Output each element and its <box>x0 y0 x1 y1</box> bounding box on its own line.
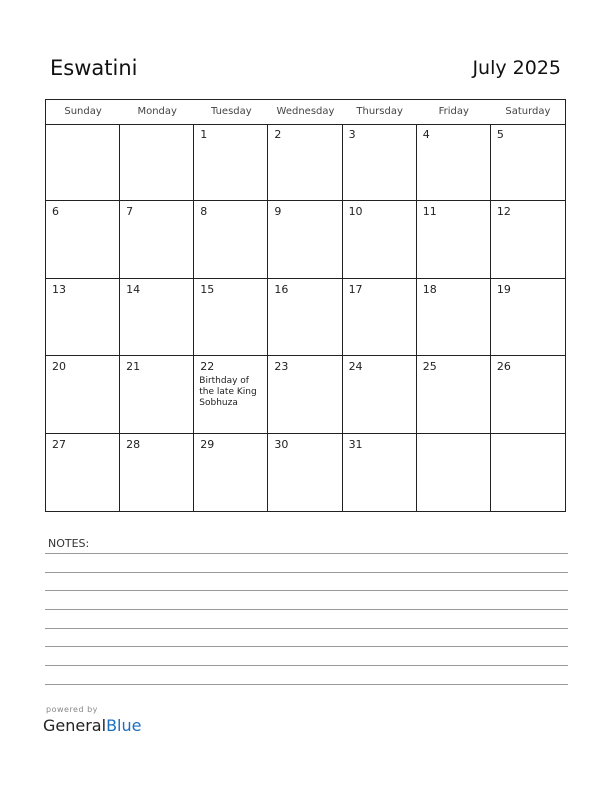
day-cell <box>491 356 565 433</box>
day-cell <box>491 201 565 278</box>
day-cell <box>343 279 417 356</box>
day-number: 3 <box>348 128 356 141</box>
day-number: 18 <box>422 282 437 296</box>
day-number: 5 <box>496 128 504 141</box>
day-cell <box>491 124 565 201</box>
day-number: 31 <box>348 437 363 451</box>
day-cell <box>120 356 194 433</box>
day-number: 17 <box>348 282 363 296</box>
note-line <box>45 572 568 573</box>
day-cell <box>120 279 194 356</box>
day-number: 13 <box>52 282 66 296</box>
weekday-monday: Monday <box>137 106 177 117</box>
day-cell <box>120 201 194 278</box>
day-cell <box>120 434 194 511</box>
day-number: 8 <box>200 205 208 219</box>
note-line <box>45 646 568 647</box>
holiday-event: Birthday of the late King Sobhuza <box>199 376 257 409</box>
day-number: 24 <box>348 360 363 374</box>
day-number: 27 <box>52 437 66 451</box>
day-cell <box>46 356 120 433</box>
day-number: 21 <box>126 360 141 374</box>
note-line <box>45 628 568 629</box>
day-number: 23 <box>274 360 289 374</box>
weekday-thursday: Thursday <box>356 106 403 117</box>
note-line <box>45 590 568 591</box>
day-cell <box>194 434 268 511</box>
notes-label: NOTES: <box>48 537 90 550</box>
note-line <box>45 553 568 554</box>
day-cell <box>417 201 491 278</box>
day-number: 1 <box>200 128 208 141</box>
day-cell <box>491 434 565 511</box>
day-cells <box>46 124 565 511</box>
day-cell <box>343 201 417 278</box>
brand-blue: Blue <box>106 716 142 735</box>
generalblue-logo <box>43 716 141 735</box>
day-cell <box>120 124 194 201</box>
day-number: 26 <box>496 360 511 374</box>
day-cell <box>343 434 417 511</box>
brand-general: General <box>43 716 107 735</box>
weekday-sunday: Sunday <box>64 106 102 117</box>
weekday-tuesday: Tuesday <box>211 106 252 117</box>
day-number: 16 <box>274 282 289 296</box>
day-number: 15 <box>200 282 215 296</box>
day-number: 20 <box>52 360 66 374</box>
day-number: 19 <box>496 282 511 296</box>
day-number: 11 <box>422 205 437 219</box>
day-cell <box>491 279 565 356</box>
day-number: 30 <box>274 437 289 451</box>
day-number: 12 <box>496 205 511 219</box>
weekday-header <box>46 100 565 125</box>
day-cell <box>268 279 342 356</box>
day-number: 4 <box>422 128 430 141</box>
month-title: July 2025 <box>472 57 561 79</box>
weekday-saturday: Saturday <box>505 106 551 117</box>
day-cell <box>343 356 417 433</box>
note-line <box>45 609 568 610</box>
day-cell <box>46 201 120 278</box>
day-number: 10 <box>348 205 363 219</box>
day-number: 6 <box>52 205 59 219</box>
day-number: 22 <box>200 360 215 374</box>
weekday-wednesday: Wednesday <box>276 106 335 117</box>
day-number: 28 <box>126 437 141 451</box>
day-cell <box>194 279 268 356</box>
note-line <box>45 665 568 666</box>
note-line <box>45 684 568 685</box>
day-cell <box>417 124 491 201</box>
day-cell <box>268 124 342 201</box>
weekday-friday: Friday <box>438 106 469 117</box>
day-cell <box>46 279 120 356</box>
day-cell <box>417 279 491 356</box>
day-cell <box>268 201 342 278</box>
day-number: 9 <box>274 205 282 219</box>
day-cell <box>46 124 120 201</box>
day-cell <box>194 124 268 201</box>
day-cell <box>343 124 417 201</box>
day-cell <box>194 356 268 433</box>
day-cell <box>46 434 120 511</box>
day-number: 14 <box>126 282 141 296</box>
calendar-grid <box>45 99 566 512</box>
day-cell <box>268 356 342 433</box>
day-number: 2 <box>274 128 282 141</box>
day-cell <box>417 434 491 511</box>
day-number: 25 <box>422 360 437 374</box>
day-cell <box>417 356 491 433</box>
day-cell <box>194 201 268 278</box>
day-number: 7 <box>126 205 134 219</box>
powered-by-text: powered by <box>46 705 98 714</box>
day-number: 29 <box>200 437 215 451</box>
country-title: Eswatini <box>50 56 138 80</box>
day-cell <box>268 434 342 511</box>
